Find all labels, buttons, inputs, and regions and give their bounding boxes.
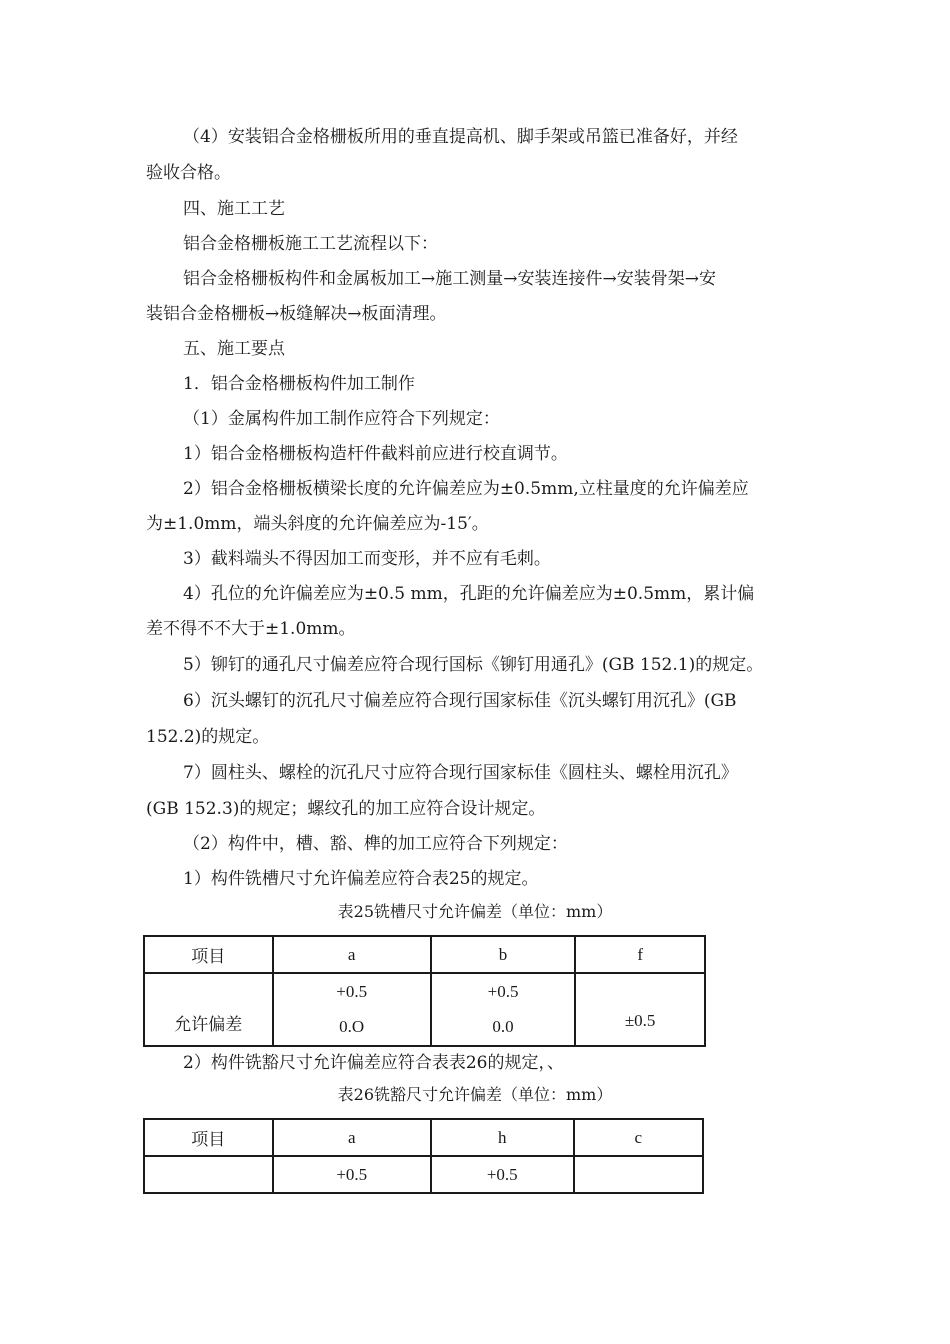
table25-header-a: a [273,936,431,973]
table26-cell-c [574,1156,703,1193]
table26-cell-item [144,1156,273,1193]
table26-header-a: a [273,1119,431,1156]
paragraph-1-cont: 验收合格。 [146,163,231,183]
table26 [143,1118,704,1194]
paragraph-item-7-cont: (GB 152.3)的规定；螺纹孔的加工应符合设计规定。 [146,799,546,819]
paragraph-item-6: 6）沉头螺钉的沉孔尺寸偏差应符合现行国家标佳《沉头螺钉用沉孔》(GB [183,691,737,711]
paragraph-rule-2-item-2: 2）构件铣豁尺寸允许偏差应符合表表26的规定，、 [183,1053,564,1073]
section-heading-4: 四、施工工艺 [183,199,285,219]
paragraph-item-2-cont: 为±1.0mm，端头斜度的允许偏差应为-15′。 [146,514,489,534]
table25-caption: 表25铣槽尺寸允许偏差（单位：mm） [337,902,613,921]
table26-cell-a: +0.5 [273,1156,431,1193]
table25 [143,935,706,1047]
table26-header-item: 项目 [144,1119,273,1156]
paragraph-item-2: 2）铝合金格栅板横梁长度的允许偏差应为±0.5mm,立柱量度的允许偏差应 [183,479,749,499]
paragraph-rule-2: （2）构件中，槽、豁、榫的加工应符合下列规定： [183,834,568,854]
table25-cell-f: ±0.5 [575,973,705,1046]
paragraph-item-5: 5）铆钉的通孔尺寸偏差应符合现行国标《铆钉用通孔》(GB 152.1)的规定。 [183,655,764,675]
paragraph-process-cont: 装铝合金格栅板→板缝解决→板面清理。 [146,304,447,324]
table25-header-b: b [431,936,575,973]
table25-a-upper: +0.5 [336,981,368,1001]
table25-b-lower: 0.0 [492,1017,514,1037]
section-heading-5: 五、施工要点 [183,339,285,359]
paragraph-1: （4）安装铝合金格栅板所用的垂直提高机、脚手架或吊篮已准备好，并经 [183,127,738,147]
paragraph-item-7: 7）圆柱头、螺栓的沉孔尺寸应符合现行国家标佳《圆柱头、螺栓用沉孔》 [183,763,738,783]
table25-a-lower: 0.O [339,1017,365,1037]
table25-cell-a [273,973,431,1046]
paragraph-rule-1: （1）金属构件加工制作应符合下列规定： [183,409,500,429]
table26-header-h: h [431,1119,574,1156]
table25-row-label: 允许偏差 [144,973,273,1046]
table25-header-item: 项目 [144,936,273,973]
table25-cell-b [431,973,575,1046]
paragraph-item-6-cont: 152.2)的规定。 [146,727,270,747]
table26-header-c: c [574,1119,703,1156]
paragraph-item-4-cont: 差不得不不大于±1.0mm。 [146,619,356,639]
table25-header-f: f [575,936,705,973]
paragraph-rule-2-item-1: 1）构件铣槽尺寸允许偏差应符合表25的规定。 [183,869,539,889]
paragraph-item-4: 4）孔位的允许偏差应为±0.5 mm，孔距的允许偏差应为±0.5mm，累计偏 [183,584,755,604]
table25-b-upper: +0.5 [487,981,519,1001]
paragraph-process-intro: 铝合金格栅板施工工艺流程以下： [183,234,438,254]
paragraph-item-3: 3）截料端头不得因加工而变形，并不应有毛刺。 [183,549,551,569]
table26-caption: 表26铣豁尺寸允许偏差（单位：mm） [337,1085,613,1104]
subsection-heading-1: 1．铝合金格栅板构件加工制作 [183,374,415,394]
table26-cell-h: +0.5 [431,1156,574,1193]
paragraph-process: 铝合金格栅板构件和金属板加工→施工测量→安装连接件→安装骨架→安 [183,269,716,289]
paragraph-item-1: 1）铝合金格栅板构造杆件截料前应进行校直调节。 [183,444,568,464]
